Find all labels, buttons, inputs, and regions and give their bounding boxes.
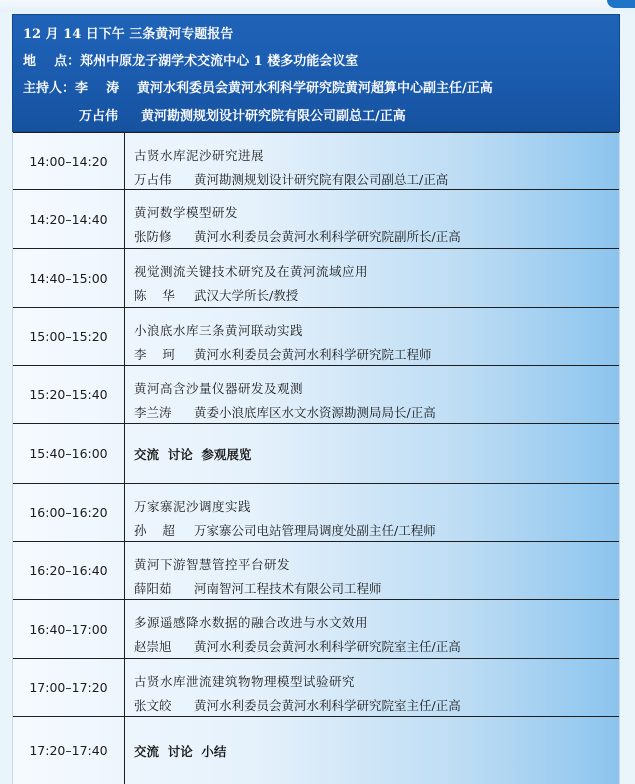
session-content xyxy=(134,600,619,658)
session-content xyxy=(134,424,619,483)
host-title: 黄河水利委员会黄河水利科学研究院黄河超算中心副主任/正高 xyxy=(137,81,493,96)
venue-label: 地 点： xyxy=(23,54,81,69)
speaker-name: 万占伟 xyxy=(134,172,172,187)
talk-topic: 古贤水库泥沙研究进展 xyxy=(134,148,265,163)
session-title: 12 月 14 日下午 三条黄河专题报告 xyxy=(23,27,234,42)
venue-line xyxy=(23,54,358,70)
host-label: 主持人： xyxy=(23,81,76,96)
session-content xyxy=(134,484,619,541)
speaker-name: 张防修 xyxy=(134,229,172,244)
session-content xyxy=(134,659,619,716)
speaker-affiliation: 黄河水利委员会黄河水利科学研究院工程师 xyxy=(194,347,432,362)
talk-topic: 古贤水库泄流建筑物物理模型试验研究 xyxy=(134,674,356,689)
speaker-name: 陈 华 xyxy=(134,288,175,303)
schedule-row xyxy=(13,424,619,484)
time-slot: 16:00–16:20 xyxy=(13,484,125,541)
session-content xyxy=(134,308,619,365)
session-content xyxy=(134,249,619,307)
venue-text: 郑州中原龙子湖学术交流中心 1 楼多功能会议室 xyxy=(80,54,359,69)
speaker-affiliation: 黄河水利委员会黄河水利科学研究院室主任/正高 xyxy=(194,639,461,654)
speaker-affiliation: 黄河勘测规划设计研究院有限公司副总工/正高 xyxy=(194,172,449,187)
host-line-2 xyxy=(79,109,406,125)
speaker-line xyxy=(134,579,382,597)
schedule-row xyxy=(13,132,619,190)
speaker-line xyxy=(134,696,461,714)
schedule-row xyxy=(13,542,619,600)
session-content xyxy=(134,542,619,599)
speaker-name: 薛阳茹 xyxy=(134,581,172,596)
time-slot: 16:40–17:00 xyxy=(13,600,125,658)
session-content xyxy=(134,366,619,423)
corner-badge xyxy=(607,0,635,8)
speaker-affiliation: 河南智河工程技术有限公司工程师 xyxy=(194,581,382,596)
break-activity: 交流 讨论 参观展览 xyxy=(134,446,252,462)
speaker-name: 李兰涛 xyxy=(134,405,172,420)
schedule-row xyxy=(13,600,619,659)
speaker-name: 李 珂 xyxy=(134,347,175,362)
speaker-line xyxy=(134,403,436,421)
speaker-affiliation: 黄委小浪底库区水文水资源勘测局局长/正高 xyxy=(194,405,436,420)
time-slot: 17:20–17:40 xyxy=(13,717,125,784)
talk-topic: 万家寨泥沙调度实践 xyxy=(134,499,252,514)
session-content xyxy=(134,717,619,784)
speaker-affiliation: 万家寨公司电站管理局调度处副主任/工程师 xyxy=(194,523,436,538)
session-content xyxy=(134,190,619,248)
speaker-affiliation: 黄河水利委员会黄河水利科学研究院室主任/正高 xyxy=(194,698,461,713)
time-slot: 15:20–15:40 xyxy=(13,366,125,423)
schedule-row xyxy=(13,308,619,366)
session-content xyxy=(134,133,619,189)
time-slot: 14:40–15:00 xyxy=(13,249,125,307)
schedule-table xyxy=(12,132,620,784)
speaker-name: 张文皎 xyxy=(134,698,172,713)
time-slot: 15:00–15:20 xyxy=(13,308,125,365)
top-strip xyxy=(0,0,635,12)
speaker-name: 赵崇旭 xyxy=(134,639,172,654)
host-name: 李 涛 xyxy=(75,81,120,96)
talk-topic: 多源遥感降水数据的融合改进与水文效用 xyxy=(134,615,369,630)
host-title: 黄河勘测规划设计研究院有限公司副总工/正高 xyxy=(141,109,406,124)
talk-topic: 黄河数学模型研发 xyxy=(134,205,239,220)
speaker-line xyxy=(134,521,436,539)
schedule-row xyxy=(13,484,619,542)
schedule-row xyxy=(13,717,619,784)
schedule-row xyxy=(13,190,619,249)
host-name: 万占伟 xyxy=(79,109,119,124)
speaker-affiliation: 武汉大学所长/教授 xyxy=(194,288,299,303)
talk-topic: 黄河下游智慧管控平台研发 xyxy=(134,557,291,572)
session-header xyxy=(12,14,620,132)
speaker-line xyxy=(134,170,448,188)
time-slot: 17:00–17:20 xyxy=(13,659,125,716)
schedule-row xyxy=(13,659,619,717)
talk-topic: 视觉测流关键技术研究及在黄河流域应用 xyxy=(134,264,369,279)
time-slot: 16:20–16:40 xyxy=(13,542,125,599)
host-line-1 xyxy=(23,81,493,97)
talk-topic: 黄河高含沙量仪器研发及观测 xyxy=(134,381,304,396)
time-slot: 15:40–16:00 xyxy=(13,424,125,483)
schedule-row xyxy=(13,249,619,308)
break-activity: 交流 讨论 小结 xyxy=(134,743,227,759)
speaker-line xyxy=(134,345,432,363)
speaker-line xyxy=(134,286,298,304)
speaker-name: 孙 超 xyxy=(134,523,175,538)
time-slot: 14:20–14:40 xyxy=(13,190,125,248)
speaker-line xyxy=(134,637,461,655)
time-slot: 14:00–14:20 xyxy=(13,133,125,189)
talk-topic: 小浪底水库三条黄河联动实践 xyxy=(134,323,304,338)
speaker-affiliation: 黄河水利委员会黄河水利科学研究院副所长/正高 xyxy=(194,229,461,244)
schedule-row xyxy=(13,366,619,424)
speaker-line xyxy=(134,227,461,245)
